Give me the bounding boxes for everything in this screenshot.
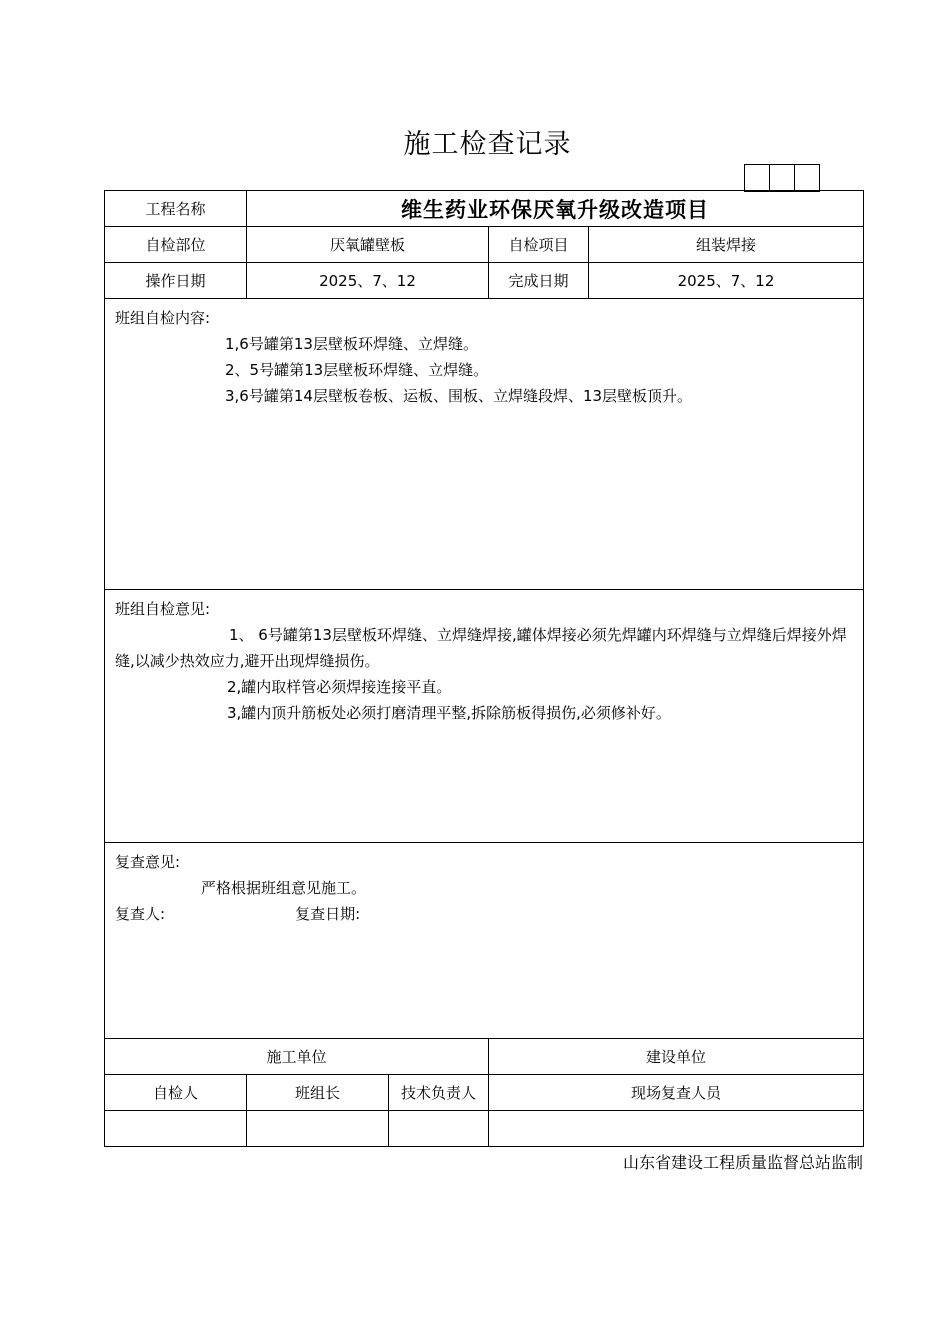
self-check-opinion-label: 班组自检意见: (115, 600, 211, 618)
review-row (105, 843, 864, 1039)
owner-unit-label: 建设单位 (489, 1039, 864, 1075)
part-row (105, 227, 864, 263)
done-date-label: 完成日期 (489, 263, 589, 299)
serial-number-boxes (745, 164, 820, 192)
serial-box (769, 164, 795, 192)
project-name: 维生药业环保厌氧升级改造项目 (247, 191, 864, 227)
tech-lead-signature (389, 1111, 489, 1147)
done-date-value: 2025、7、12 (589, 263, 864, 299)
review-text: 严格根据班组意见施工。 (201, 879, 367, 897)
review-date-label: 复查日期: (295, 905, 361, 923)
opinion-item: 1、 6号罐第13层壁板环焊缝、立焊缝焊接,罐体焊接必须先焊罐内环焊缝与立焊缝后焊接外焊缝,以减少热效应力,避开出现焊缝损伤。 (115, 626, 847, 670)
opinion-item: 3,罐内顶升筋板处必须打磨清理平整,拆除筋板得损伤,必须修补好。 (227, 704, 671, 722)
content-item: 3,6号罐第14层壁板卷板、运板、围板、立焊缝段焊、13层壁板顶升。 (225, 387, 693, 405)
signer-label-row (105, 1075, 864, 1111)
self-check-opinion-row (105, 590, 864, 843)
tech-lead-label: 技术负责人 (389, 1075, 489, 1111)
op-date-value: 2025、7、12 (247, 263, 489, 299)
self-check-content-cell (105, 299, 864, 590)
signature-row (105, 1111, 864, 1147)
inspection-record-table (104, 190, 864, 1147)
construction-unit-label: 施工单位 (105, 1039, 489, 1075)
item-label: 自检项目 (489, 227, 589, 263)
footer-issuer: 山东省建设工程质量监督总站监制 (622, 1153, 863, 1172)
part-value: 厌氧罐壁板 (247, 227, 489, 263)
content-item: 2、5号罐第13层壁板环焊缝、立焊缝。 (225, 361, 489, 379)
site-reviewer-signature (489, 1111, 864, 1147)
op-date-label: 操作日期 (105, 263, 247, 299)
serial-box (794, 164, 820, 192)
self-checker-signature (105, 1111, 247, 1147)
project-label: 工程名称 (105, 191, 247, 227)
content-item: 1,6号罐第13层壁板环焊缝、立焊缝。 (225, 335, 478, 353)
serial-box (744, 164, 770, 192)
date-row (105, 263, 864, 299)
self-check-content-row (105, 299, 864, 590)
reviewer-line (115, 901, 853, 927)
self-checker-label: 自检人 (105, 1075, 247, 1111)
team-leader-label: 班组长 (247, 1075, 389, 1111)
self-check-content-label: 班组自检内容: (115, 309, 211, 327)
unit-row (105, 1039, 864, 1075)
item-value: 组装焊接 (589, 227, 864, 263)
project-row (105, 191, 864, 227)
opinion-item: 2,罐内取样管必须焊接连接平直。 (227, 678, 452, 696)
part-label: 自检部位 (105, 227, 247, 263)
page-title: 施工检查记录 (403, 129, 572, 160)
self-check-opinion-cell (105, 590, 864, 843)
site-reviewer-label: 现场复查人员 (489, 1075, 864, 1111)
review-cell (105, 843, 864, 1039)
reviewer-label: 复查人: (115, 905, 166, 923)
review-label: 复查意见: (115, 853, 181, 871)
team-leader-signature (247, 1111, 389, 1147)
